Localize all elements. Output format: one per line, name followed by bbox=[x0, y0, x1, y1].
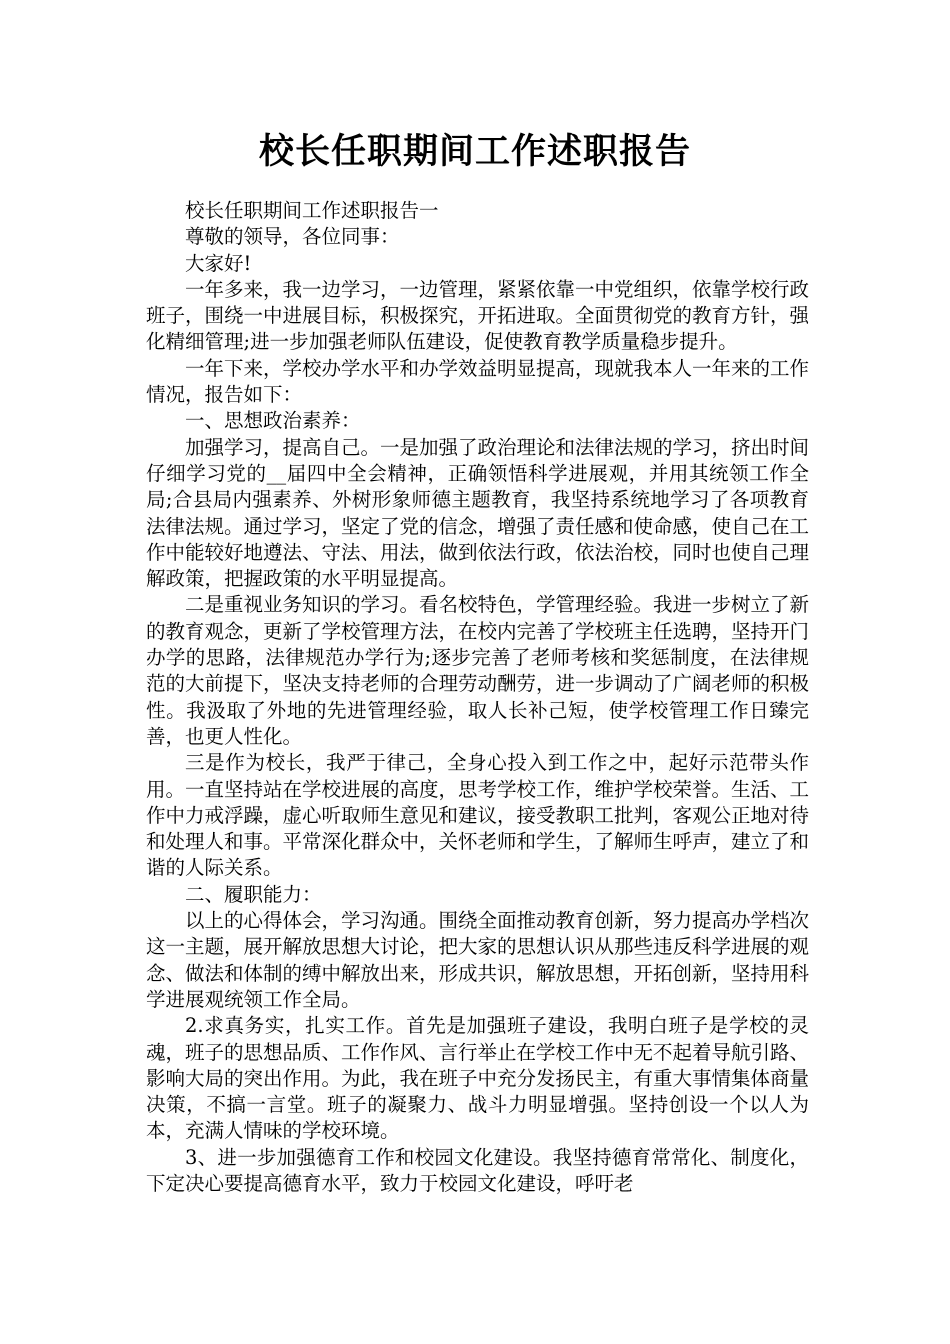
paragraph-summary: 一年下来，学校办学水平和办学效益明显提高，现就我本人一年来的工作情况，报告如下： bbox=[146, 356, 810, 407]
paragraph-business-knowledge: 二是重视业务知识的学习。看名校特色，学管理经验。我进一步树立了新的教育观念，更新了学校管理方法，在校内完善了学校班主任选聘，坚持开门办学的思路，法律规范办学行为;逐步完善了老师考核和奖惩制度，在法律规范的大前提下，坚决支持老师的合理劳动酬劳，进一步调动了广阔老师的积极性。我汲取了外地的先进管理经验，取人长补己短，使学校管理工作日臻完善，也更人性化。 bbox=[146, 593, 810, 748]
paragraph-moral-education: 3、进一步加强德育工作和校园文化建设。我坚持德育常常化、制度化，下定决心要提高德育水平，致力于校园文化建设，呼吁老 bbox=[146, 1145, 809, 1195]
paragraph-communication: 以上的心得体会，学习沟通。围绕全面推动教育创新，努力提高办学档次这一主题，展开解放思想大讨论，把大家的思想认识从那些违反科学进展的观念、做法和体制的缚中解放出来，形成共识，解放思想，开拓创新，坚持用科学进展观统领工作全局。 bbox=[146, 909, 810, 1011]
section-heading-performance: 二、履职能力： bbox=[185, 882, 322, 906]
paragraph-intro: 一年多来，我一边学习，一边管理，紧紧依靠一中党组织，依靠学校行政班子，围绕一中进展目标，积极探究，开拓进取。全面贯彻党的教育方针，强化精细管理;进一步加强老师队伍建设，促使教育教学质量稳步提升。 bbox=[146, 277, 810, 354]
paragraph-report-heading: 校长任职期间工作述职报告一 bbox=[185, 199, 439, 222]
document-title: 校长任职期间工作述职报告 bbox=[258, 132, 691, 172]
paragraph-study: 加强学习，提高自己。一是加强了政治理论和法律法规的学习，挤出时间仔细学习党的__届四中全会精神，正确领悟科学进展观，并用其统领工作全局;合县局内强素养、外树形象师德主题教育，我坚持系统地学习了各项教育法律法规。通过学习，坚定了党的信念，增强了责任感和使命感，使自己在工作中能较好地遵法、守法、用法，做到依法行政，依法治校，同时也使自己理解政策，把握政策的水平明显提高。 bbox=[146, 435, 810, 591]
document-body bbox=[146, 198, 809, 1197]
section-heading-political: 一、思想政治素养： bbox=[185, 409, 361, 433]
paragraph-pragmatic-work: 2.求真务实，扎实工作。首先是加强班子建设，我明白班子是学校的灵魂，班子的思想品质、工作作风、言行举止在学校工作中无不起着导航引路、影响大局的突出作用。为此，我在班子中充分发扬民主，有重大事情集体商量决策，不搞一言堂。班子的凝聚力、战斗力明显增强。坚持创设一个以人为本，充满人情味的学校环境。 bbox=[146, 1014, 810, 1143]
paragraph-greeting: 大家好! bbox=[185, 251, 252, 275]
paragraph-self-discipline: 三是作为校长，我严于律己，全身心投入到工作之中，起好示范带头作用。一直坚持站在学校进展的高度，思考学校工作，维护学校荣誉。生活、工作中力戒浮躁，虚心听取师生意见和建议，接受教职工批判，客观公正地对待和处理人和事。平常深化群众中，关怀老师和学生，了解师生呼声，建立了和谐的人际关系。 bbox=[146, 751, 810, 880]
paragraph-salutation: 尊敬的领导，各位同事： bbox=[185, 225, 400, 249]
